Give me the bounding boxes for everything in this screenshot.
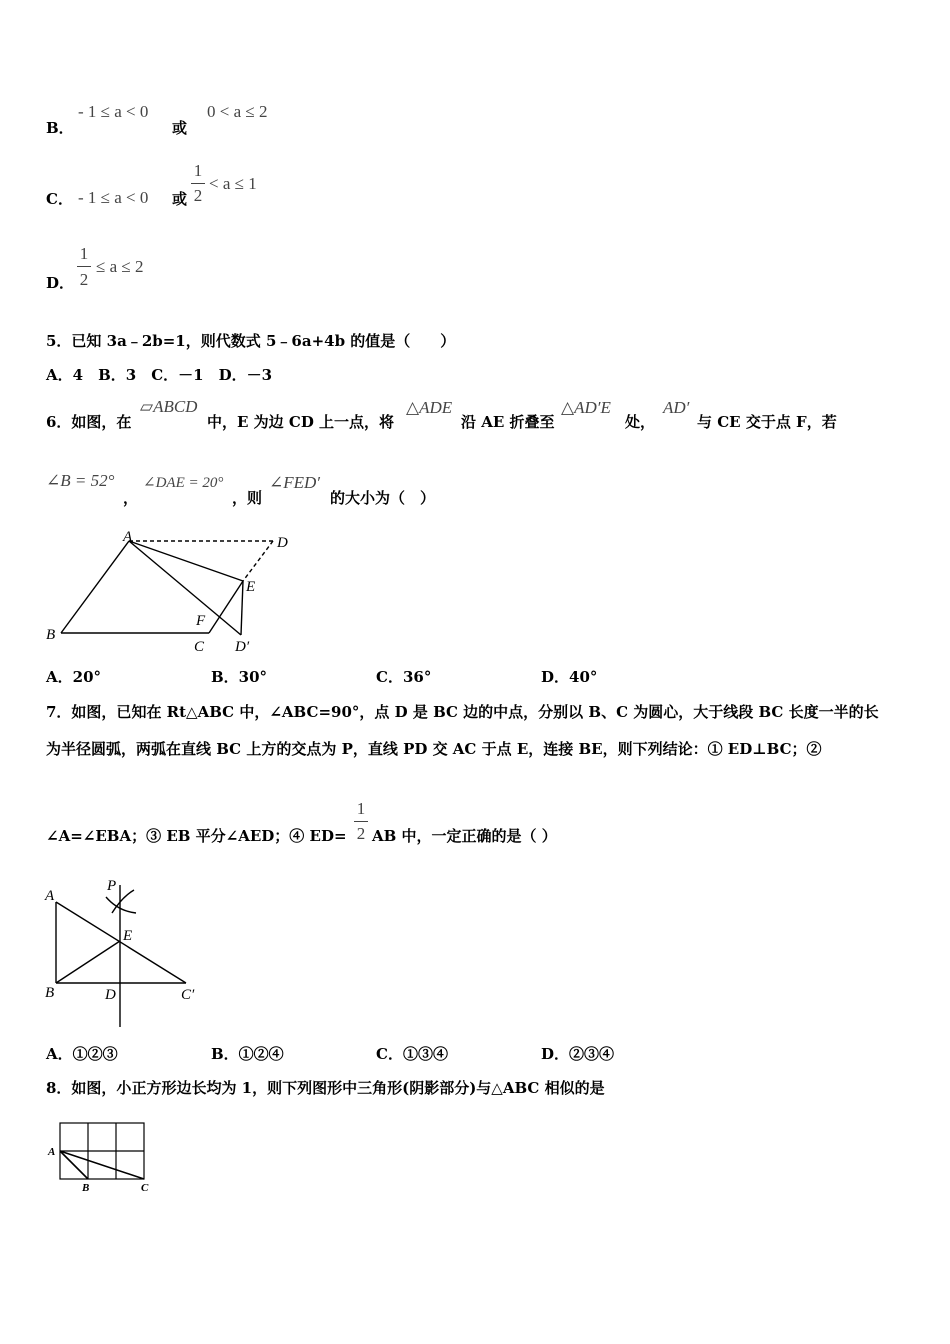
q7-label-c: C′ — [181, 987, 195, 1003]
q6-math-angle-dae: ∠DAE = 20° — [143, 475, 224, 491]
q7-frac-num: 1 — [356, 799, 366, 818]
q6-seg-de-dashed — [243, 541, 273, 581]
q4-option-c-frac-bar — [191, 183, 205, 184]
q7-label-p: P — [107, 878, 117, 894]
q6-text-8: 的大小为（ ） — [330, 489, 436, 507]
q7-line-3a: ∠A=∠EBA；③ EB 平分∠AED；④ ED= — [46, 827, 347, 845]
q6-seg-adp — [129, 541, 241, 635]
q6-label-a: A — [123, 529, 133, 545]
q6-math-adp: AD′ — [663, 398, 690, 417]
q4-option-b-label: B． — [46, 119, 74, 137]
q6-text-3: 沿 AE 折叠至 — [461, 413, 555, 431]
q8-figure — [44, 1115, 164, 1195]
q4-option-c-frac-den: 2 — [193, 186, 203, 205]
q6-label-f: F — [196, 613, 206, 629]
q4-option-d-expr: ≤ a ≤ 2 — [96, 257, 144, 276]
q5-stem: 5．已知 3a﹣2b=1，则代数式 5﹣6a+4b 的值是（ ） — [46, 332, 456, 350]
q6-option-a: A．20° — [46, 668, 102, 686]
q4-option-b-expr1: - 1 ≤ a < 0 — [78, 102, 149, 121]
q7-option-c: C．①③④ — [376, 1045, 448, 1063]
q6-figure — [40, 525, 310, 660]
q8-label-c: C — [141, 1182, 149, 1194]
q7-arc-b — [106, 897, 136, 913]
q8-label-a: A — [48, 1146, 56, 1158]
q6-label-dprime: D′ — [235, 639, 250, 655]
q6-option-d: D．40° — [541, 668, 598, 686]
q4-option-b-or: 或 — [172, 119, 188, 137]
q7-line-1: 7．如图，已知在 Rt△ABC 中，∠ABC=90°，点 D 是 BC 边的中点，分别以 B、C 为圆心，大于线段 BC 长度一半的长 — [46, 703, 879, 721]
q6-text-5: 与 CE 交于点 F，若 — [697, 413, 837, 431]
q6-math-parallelogram: ▱ABCD — [140, 397, 198, 416]
q6-option-c: C．36° — [376, 668, 432, 686]
q4-option-c-expr1: - 1 ≤ a < 0 — [78, 188, 149, 207]
q6-seg-ce — [209, 581, 243, 633]
q4-option-d-frac-num: 1 — [79, 244, 89, 263]
q8-label-b: B — [82, 1182, 90, 1194]
q6-seg-ae — [129, 541, 243, 581]
q6-seg-edp — [241, 581, 243, 635]
q4-option-c-expr2: < a ≤ 1 — [209, 174, 257, 193]
q7-line-3b: AB 中，一定正确的是（ ） — [372, 827, 557, 845]
q6-text-2: 中，E 为边 CD 上一点，将 — [207, 413, 395, 431]
q4-option-d-frac-den: 2 — [79, 270, 89, 289]
q7-figure — [40, 875, 210, 1030]
q6-label-c: C — [194, 639, 205, 655]
q4-option-c-frac-num: 1 — [193, 161, 203, 180]
q6-option-b: B．30° — [211, 668, 268, 686]
q4-option-c-or: 或 — [172, 190, 188, 208]
q6-label-b: B — [46, 627, 56, 643]
q7-line-2: 为半径圆弧，两弧在直线 BC 上方的交点为 P，直线 PD 交 AC 于点 E，连接 BE，则下列结论：① ED⊥BC；② — [46, 740, 822, 758]
q6-seg-ab — [61, 541, 129, 633]
q6-label-e: E — [246, 579, 256, 595]
q5-options: A．4 B．3 C．－1 D．－3 — [46, 366, 273, 384]
q7-option-d: D．②③④ — [541, 1045, 615, 1063]
q6-math-angle-fed: ∠FED′ — [269, 473, 321, 492]
q7-label-a: A — [45, 888, 55, 904]
q6-math-triangle-ade: △ADE — [406, 398, 453, 417]
q6-label-d: D — [277, 535, 288, 551]
q7-label-e: E — [123, 928, 133, 944]
q4-option-c-label: C． — [46, 190, 73, 208]
q7-label-d: D — [105, 987, 116, 1003]
q6-text-6: ， — [123, 489, 139, 507]
q6-text-4: 处， — [625, 413, 656, 431]
q4-option-d-label: D． — [46, 274, 75, 292]
q7-option-a: A．①②③ — [46, 1045, 118, 1063]
q6-math-triangle-adpe: △AD′E — [561, 398, 611, 417]
q7-frac-den: 2 — [356, 824, 366, 843]
q8-stem: 8．如图，小正方形边长均为 1，则下列图形中三角形(阴影部分)与△ABC 相似的是 — [46, 1079, 605, 1097]
q6-math-angle-b: ∠B = 52° — [46, 471, 115, 490]
q6-text-7: ，则 — [232, 489, 263, 507]
q7-frac-bar — [354, 821, 368, 822]
q4-option-b-expr2: 0 < a ≤ 2 — [207, 102, 268, 121]
q7-seg-be — [56, 941, 120, 983]
q4-option-d-frac-bar — [77, 266, 91, 267]
q7-option-b: B．①②④ — [211, 1045, 284, 1063]
q8-seg-ac — [60, 1151, 144, 1179]
q6-text-1: 6．如图，在 — [46, 413, 132, 431]
q7-label-b: B — [45, 985, 55, 1001]
